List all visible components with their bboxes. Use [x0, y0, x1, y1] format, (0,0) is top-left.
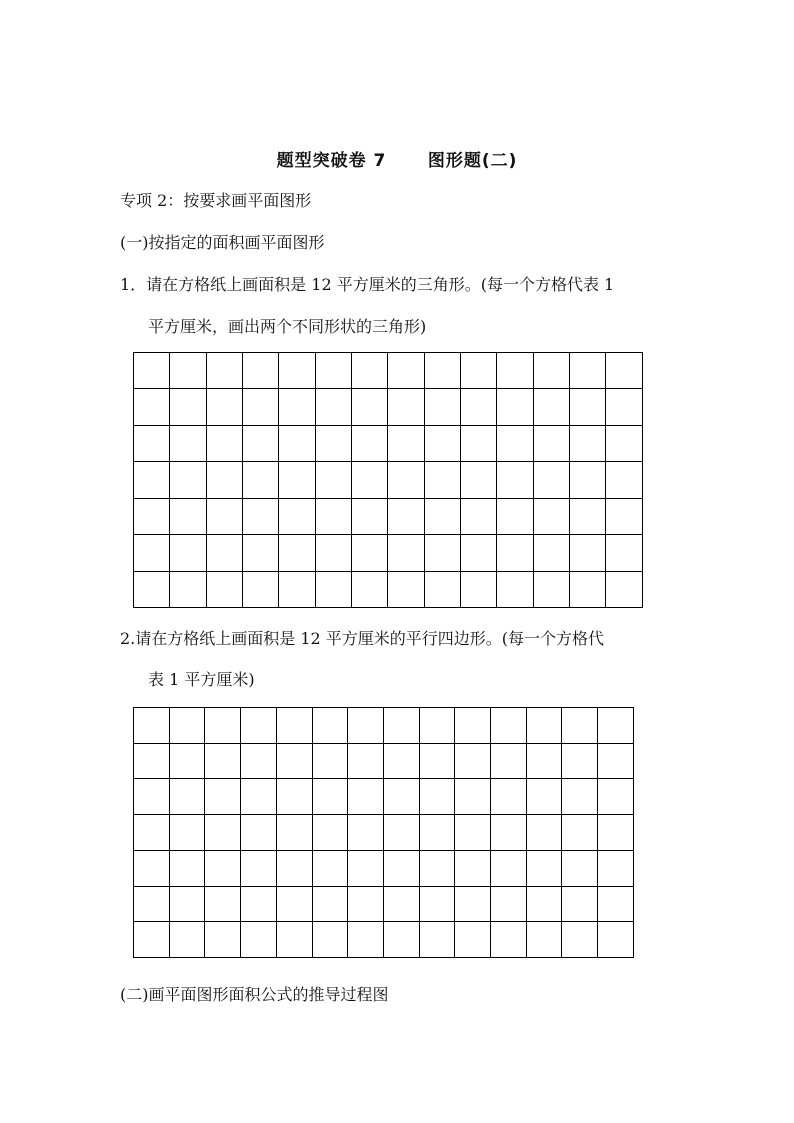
- grid-cell[interactable]: [243, 498, 279, 534]
- grid-cell[interactable]: [455, 922, 491, 958]
- grid-row: [134, 708, 634, 744]
- grid-cell[interactable]: [491, 815, 527, 851]
- grid-cell[interactable]: [383, 922, 419, 958]
- grid-cell[interactable]: [134, 353, 170, 389]
- grid-cell[interactable]: [206, 462, 242, 498]
- question1-line2: 平方厘米，画出两个不同形状的三角形): [148, 317, 427, 336]
- grid-cell[interactable]: [241, 922, 277, 958]
- grid-cell[interactable]: [243, 389, 279, 425]
- grid-cell[interactable]: [243, 535, 279, 571]
- grid-cell[interactable]: [461, 498, 497, 534]
- grid-cell[interactable]: [279, 425, 315, 461]
- grid-cell[interactable]: [276, 779, 312, 815]
- grid-cell[interactable]: [388, 571, 424, 607]
- grid-cell[interactable]: [170, 571, 206, 607]
- grid-cell[interactable]: [312, 850, 348, 886]
- grid-cell[interactable]: [352, 353, 388, 389]
- grid-cell[interactable]: [606, 389, 643, 425]
- grid-cell[interactable]: [352, 425, 388, 461]
- grid-cell[interactable]: [419, 850, 455, 886]
- grid-cell[interactable]: [598, 815, 634, 851]
- grid-cell[interactable]: [455, 743, 491, 779]
- grid-cell[interactable]: [598, 779, 634, 815]
- grid-cell[interactable]: [562, 743, 598, 779]
- grid-cell[interactable]: [134, 815, 170, 851]
- grid-cell[interactable]: [533, 462, 569, 498]
- grid-cell[interactable]: [312, 779, 348, 815]
- grid-cell[interactable]: [134, 571, 170, 607]
- grid-cell[interactable]: [526, 743, 562, 779]
- grid-cell[interactable]: [243, 462, 279, 498]
- grid-cell[interactable]: [241, 815, 277, 851]
- page-title: 题型突破卷 7 图形题(二): [276, 151, 518, 171]
- grid-cell[interactable]: [169, 922, 205, 958]
- grid-cell[interactable]: [134, 389, 170, 425]
- grid-cell[interactable]: [570, 353, 606, 389]
- question1-grid[interactable]: [133, 352, 643, 608]
- grid-cell[interactable]: [533, 571, 569, 607]
- grid-cell[interactable]: [526, 779, 562, 815]
- grid-cell[interactable]: [491, 850, 527, 886]
- grid-cell[interactable]: [497, 571, 533, 607]
- grid-cell[interactable]: [424, 353, 460, 389]
- grid-row: [134, 498, 643, 534]
- grid-cell[interactable]: [134, 425, 170, 461]
- grid-cell[interactable]: [526, 850, 562, 886]
- grid-cell[interactable]: [461, 571, 497, 607]
- grid-cell[interactable]: [606, 353, 643, 389]
- grid-cell[interactable]: [606, 425, 643, 461]
- grid-cell[interactable]: [170, 498, 206, 534]
- grid-cell[interactable]: [388, 462, 424, 498]
- grid-cell[interactable]: [383, 815, 419, 851]
- grid-cell[interactable]: [276, 886, 312, 922]
- grid-row: [134, 850, 634, 886]
- grid-cell[interactable]: [598, 922, 634, 958]
- grid-cell[interactable]: [206, 535, 242, 571]
- grid-cell[interactable]: [279, 571, 315, 607]
- grid-cell[interactable]: [205, 743, 241, 779]
- grid-cell[interactable]: [170, 389, 206, 425]
- grid-cell[interactable]: [424, 571, 460, 607]
- grid-row: [134, 886, 634, 922]
- grid-cell[interactable]: [206, 498, 242, 534]
- grid-cell[interactable]: [461, 389, 497, 425]
- grid-cell[interactable]: [383, 708, 419, 744]
- grid-cell[interactable]: [461, 462, 497, 498]
- grid-row: [134, 743, 634, 779]
- grid-cell[interactable]: [205, 708, 241, 744]
- grid-cell[interactable]: [533, 498, 569, 534]
- grid-cell[interactable]: [315, 498, 351, 534]
- grid-cell[interactable]: [419, 779, 455, 815]
- grid-cell[interactable]: [279, 462, 315, 498]
- grid-cell[interactable]: [497, 498, 533, 534]
- grid-cell[interactable]: [419, 743, 455, 779]
- grid-cell[interactable]: [205, 850, 241, 886]
- grid-cell[interactable]: [348, 850, 384, 886]
- grid-cell[interactable]: [497, 353, 533, 389]
- grid-cell[interactable]: [419, 815, 455, 851]
- grid-row: [134, 922, 634, 958]
- grid-cell[interactable]: [570, 498, 606, 534]
- grid-cell[interactable]: [491, 779, 527, 815]
- grid-cell[interactable]: [205, 815, 241, 851]
- grid-cell[interactable]: [206, 389, 242, 425]
- grid-cell[interactable]: [315, 571, 351, 607]
- question2-grid[interactable]: [133, 707, 634, 958]
- grid-cell[interactable]: [598, 886, 634, 922]
- grid-cell[interactable]: [315, 535, 351, 571]
- grid-cell[interactable]: [134, 779, 170, 815]
- grid-cell[interactable]: [562, 850, 598, 886]
- question2-line1: 2.请在方格纸上画面积是 12 平方厘米的平行四边形。(每一个方格代: [120, 629, 605, 648]
- grid-cell[interactable]: [497, 535, 533, 571]
- grid-cell[interactable]: [388, 535, 424, 571]
- grid-row: [134, 462, 643, 498]
- grid-cell[interactable]: [134, 850, 170, 886]
- grid-cell[interactable]: [169, 743, 205, 779]
- grid-cell[interactable]: [243, 425, 279, 461]
- grid-cell[interactable]: [276, 708, 312, 744]
- grid-cell[interactable]: [497, 425, 533, 461]
- grid-cell[interactable]: [419, 886, 455, 922]
- grid-cell[interactable]: [455, 850, 491, 886]
- grid-cell[interactable]: [562, 922, 598, 958]
- grid-cell[interactable]: [170, 535, 206, 571]
- grid-row: [134, 779, 634, 815]
- grid-cell[interactable]: [383, 779, 419, 815]
- grid-row: [134, 535, 643, 571]
- grid-cell[interactable]: [526, 708, 562, 744]
- grid-cell[interactable]: [312, 922, 348, 958]
- grid-cell[interactable]: [388, 425, 424, 461]
- grid-cell[interactable]: [315, 389, 351, 425]
- grid-cell[interactable]: [533, 353, 569, 389]
- grid-cell[interactable]: [419, 708, 455, 744]
- grid-cell[interactable]: [533, 535, 569, 571]
- grid-cell[interactable]: [169, 815, 205, 851]
- grid-cell[interactable]: [562, 815, 598, 851]
- grid-cell[interactable]: [455, 708, 491, 744]
- grid-cell[interactable]: [134, 743, 170, 779]
- grid-cell[interactable]: [243, 571, 279, 607]
- grid-cell[interactable]: [497, 462, 533, 498]
- grid-cell[interactable]: [383, 850, 419, 886]
- grid-cell[interactable]: [352, 462, 388, 498]
- grid-row: [134, 425, 643, 461]
- grid-cell[interactable]: [570, 389, 606, 425]
- grid-cell[interactable]: [526, 922, 562, 958]
- grid-cell[interactable]: [205, 779, 241, 815]
- grid-cell[interactable]: [352, 389, 388, 425]
- grid-cell[interactable]: [562, 886, 598, 922]
- grid-cell[interactable]: [315, 462, 351, 498]
- grid-cell[interactable]: [455, 815, 491, 851]
- grid-cell[interactable]: [169, 708, 205, 744]
- grid-cell[interactable]: [497, 389, 533, 425]
- grid-cell[interactable]: [348, 743, 384, 779]
- grid-cell[interactable]: [241, 779, 277, 815]
- grid-cell[interactable]: [276, 815, 312, 851]
- grid-cell[interactable]: [241, 886, 277, 922]
- grid-cell[interactable]: [205, 922, 241, 958]
- grid-cell[interactable]: [348, 779, 384, 815]
- grid-cell[interactable]: [606, 462, 643, 498]
- grid-row: [134, 389, 643, 425]
- grid-cell[interactable]: [352, 535, 388, 571]
- grid-cell[interactable]: [169, 886, 205, 922]
- grid-cell[interactable]: [206, 425, 242, 461]
- grid-cell[interactable]: [312, 743, 348, 779]
- grid-cell[interactable]: [169, 850, 205, 886]
- grid-cell[interactable]: [312, 708, 348, 744]
- grid-cell[interactable]: [491, 708, 527, 744]
- grid-cell[interactable]: [134, 886, 170, 922]
- grid-cell[interactable]: [598, 708, 634, 744]
- grid-cell[interactable]: [455, 779, 491, 815]
- grid-cell[interactable]: [279, 389, 315, 425]
- grid-cell[interactable]: [461, 535, 497, 571]
- grid-cell[interactable]: [424, 462, 460, 498]
- grid-cell[interactable]: [206, 571, 242, 607]
- grid-cell[interactable]: [134, 708, 170, 744]
- grid-cell[interactable]: [276, 743, 312, 779]
- grid-cell[interactable]: [170, 462, 206, 498]
- grid-row: [134, 815, 634, 851]
- part2-heading: (二)画平面图形面积公式的推导过程图: [120, 985, 389, 1004]
- grid-cell[interactable]: [491, 743, 527, 779]
- grid-cell[interactable]: [315, 425, 351, 461]
- grid-cell[interactable]: [526, 815, 562, 851]
- grid-cell[interactable]: [241, 743, 277, 779]
- grid-cell[interactable]: [424, 389, 460, 425]
- grid-cell[interactable]: [570, 425, 606, 461]
- grid-cell[interactable]: [170, 353, 206, 389]
- grid-cell[interactable]: [348, 922, 384, 958]
- grid-cell[interactable]: [424, 535, 460, 571]
- grid-cell[interactable]: [388, 353, 424, 389]
- grid-row: [134, 353, 643, 389]
- grid-cell[interactable]: [169, 779, 205, 815]
- grid-cell[interactable]: [241, 708, 277, 744]
- question1-line1: 1．请在方格纸上画面积是 12 平方厘米的三角形。(每一个方格代表 1: [120, 275, 615, 294]
- grid-cell[interactable]: [243, 353, 279, 389]
- grid-cell[interactable]: [424, 425, 460, 461]
- grid-cell[interactable]: [562, 708, 598, 744]
- grid-cell[interactable]: [241, 850, 277, 886]
- grid-cell[interactable]: [526, 886, 562, 922]
- grid-cell[interactable]: [276, 922, 312, 958]
- grid-cell[interactable]: [455, 886, 491, 922]
- grid-cell[interactable]: [598, 850, 634, 886]
- grid-cell[interactable]: [461, 353, 497, 389]
- grid-cell[interactable]: [352, 498, 388, 534]
- grid-cell[interactable]: [562, 779, 598, 815]
- grid-cell[interactable]: [134, 462, 170, 498]
- grid-cell[interactable]: [570, 462, 606, 498]
- grid-cell[interactable]: [276, 850, 312, 886]
- grid-cell[interactable]: [348, 886, 384, 922]
- grid-cell[interactable]: [134, 535, 170, 571]
- grid-cell[interactable]: [388, 498, 424, 534]
- grid-cell[interactable]: [606, 535, 643, 571]
- grid-cell[interactable]: [134, 922, 170, 958]
- grid-cell[interactable]: [533, 425, 569, 461]
- grid-cell[interactable]: [279, 353, 315, 389]
- grid-row: [134, 571, 643, 607]
- grid-cell[interactable]: [461, 425, 497, 461]
- grid-cell[interactable]: [570, 571, 606, 607]
- part1-heading: (一)按指定的面积画平面图形: [120, 233, 325, 252]
- grid-cell[interactable]: [419, 922, 455, 958]
- grid-cell[interactable]: [348, 708, 384, 744]
- grid-cell[interactable]: [279, 535, 315, 571]
- grid-cell[interactable]: [205, 886, 241, 922]
- grid-cell[interactable]: [348, 815, 384, 851]
- question2-line2: 表 1 平方厘米): [148, 670, 255, 689]
- grid-cell[interactable]: [352, 571, 388, 607]
- grid-cell[interactable]: [383, 743, 419, 779]
- grid-cell[interactable]: [533, 389, 569, 425]
- grid-cell[interactable]: [279, 498, 315, 534]
- grid-cell[interactable]: [315, 353, 351, 389]
- section-heading: 专项 2：按要求画平面图形: [120, 191, 312, 210]
- grid-cell[interactable]: [312, 815, 348, 851]
- grid-cell[interactable]: [424, 498, 460, 534]
- grid-cell[interactable]: [312, 886, 348, 922]
- grid-cell[interactable]: [491, 922, 527, 958]
- grid-cell[interactable]: [570, 535, 606, 571]
- grid-cell[interactable]: [206, 353, 242, 389]
- grid-cell[interactable]: [170, 425, 206, 461]
- grid-cell[interactable]: [598, 743, 634, 779]
- grid-cell[interactable]: [134, 498, 170, 534]
- grid-cell[interactable]: [383, 886, 419, 922]
- grid-cell[interactable]: [606, 498, 643, 534]
- grid-cell[interactable]: [491, 886, 527, 922]
- grid-cell[interactable]: [388, 389, 424, 425]
- grid-cell[interactable]: [606, 571, 643, 607]
